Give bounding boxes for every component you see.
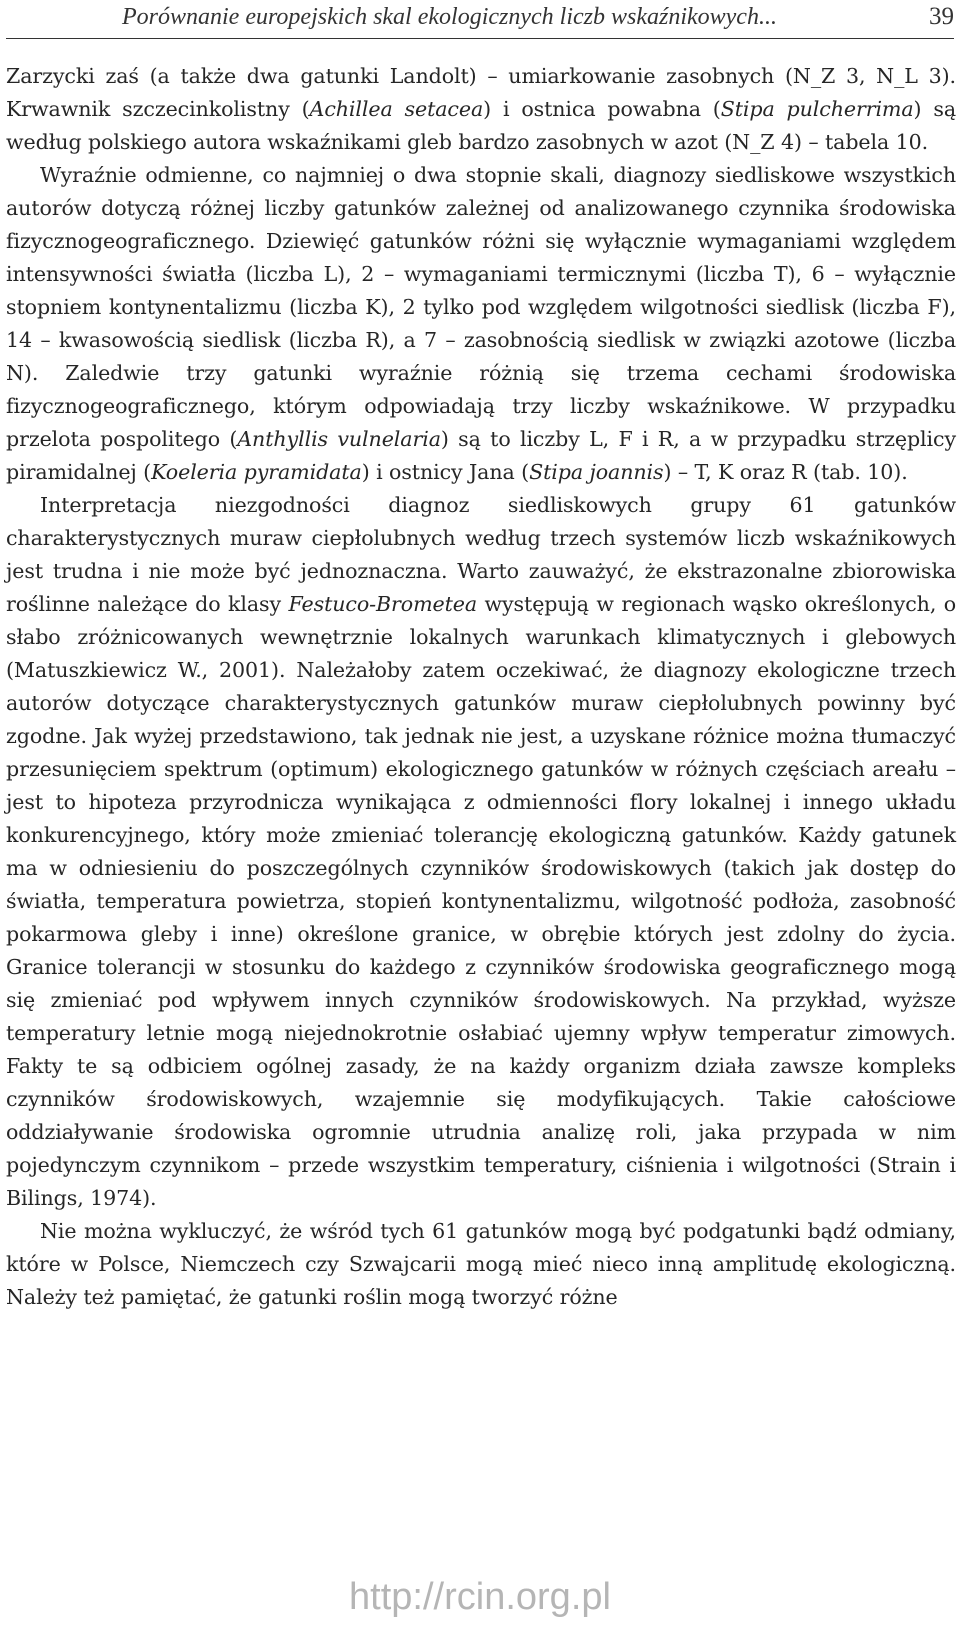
paragraph-4 [6, 1215, 956, 1314]
text-run: ) i ostnicy Jana ( [361, 460, 530, 484]
text-run: ) – T, K oraz R (tab. 10). [663, 460, 908, 484]
text-run: ) są to liczby L, F i R, a w przypadku strzęplicy piramidalnej ( [6, 427, 956, 484]
text-run: Wyraźnie odmienne, co najmniej o dwa stopnie skali, diagnozy siedliskowe wszystkich autorów dotyczą różnej liczby gatunków zależnej od analizowanego czynnika środowiska fizycznogeograficznego. Dziewięć gatunków różni się wyłącznie wymaganiami względem intensywności światła (liczba L), 2 – wymaganiami termicznymi (liczba T), 6 – wyłącznie stopniem kontynentalizmu (liczba K), 2 tylko pod względem wilgotności siedlisk (liczba F), 14 – kwasowością siedlisk (liczba R), a 7 – zasobnością siedlisk w związki azotowe (liczba N). Zaledwie trzy gatunki wyraźnie różnią się trzema cechami środowiska fizycznogeograficznego, którym odpowiadają trzy liczby wskaźnikowe. W przypadku przelota pospolitego ( [6, 163, 956, 451]
latin-name-italic: Koeleria pyramidata [151, 460, 362, 484]
body-text [6, 60, 956, 1314]
latin-name-italic: Stipa pulcherrima [720, 97, 914, 121]
text-run: Zarzycki zaś (a także dwa gatunki Landolt) – umiarkowanie zasobnych (N_Z 3, N_L 3). Krwawnik szczecinkolistny ( [6, 64, 956, 121]
text-run: Nie można wykluczyć, że wśród tych 61 gatunków mogą być podgatunki bądź odmiany, które w Polsce, Niemczech czy Szwajcarii mogą mieć nieco inną amplitudę ekologiczną. Należy też pamiętać, że gatunki roślin mogą tworzyć różne [6, 1219, 956, 1309]
running-header [6, 2, 954, 39]
text-run: ) są według polskiego autora wskaźnikami gleb bardzo zasobnych w azot (N_Z 4) – tabela 10. [6, 97, 957, 154]
latin-name-italic: Anthyllis vulnelaria [237, 427, 441, 451]
latin-name-italic: Achillea setacea [309, 97, 484, 121]
text-run: Interpretacja niezgodności diagnoz siedliskowych grupy 61 gatunków charakterystycznych muraw ciepłolubnych według trzech systemów liczb wskaźnikowych jest trudna i nie może być jednoznaczna. Warto zauważyć, że ekstrazonalne zbiorowiska roślinne należące do klasy [6, 493, 956, 616]
latin-name-italic: Festuco-Brometea [288, 592, 478, 616]
text-run: ) i ostnica powabna ( [483, 97, 721, 121]
paragraph-3 [6, 489, 956, 1215]
page-number: 39 [929, 3, 954, 30]
source-url-watermark: http://rcin.org.pl [349, 1576, 611, 1618]
paragraph-2 [6, 159, 956, 489]
running-header-title: Porównanie europejskich skal ekologicznych liczb wskaźnikowych... [122, 4, 777, 30]
paragraph-1 [6, 60, 956, 159]
latin-name-italic: Stipa joannis [529, 460, 664, 484]
text-run: występują w regionach wąsko określonych, o słabo zróżnicowanych wewnętrznie lokalnych warunkach klimatycznych i glebowych (Matuszkiewicz W., 2001). Należałoby zatem oczekiwać, że diagnozy ekologiczne trzech autorów dotyczące charakterystycznych gatunków muraw ciepłolubnych powinny być zgodne. Jak wyżej przedstawiono, tak jednak nie jest, a uzyskane różnice można tłumaczyć przesunięciem spektrum (optimum) ekologicznego gatunków w różnych częściach areału – jest to hipoteza przyrodnicza wynikająca z odmienności flory lokalnej i innego układu konkurencyjnego, który może zmieniać tolerancję ekologiczną gatunków. Każdy gatunek ma w odniesieniu do poszczególnych czynników środowiskowych (takich jak dostęp do światła, temperatura powietrza, stopień kontynentalizmu, wilgotność podłoża, zasobność pokarmowa gleby i inne) określone granice, w obrębie których jest zdolny do życia. Granice tolerancji w stosunku do każdego z czynników środowiska geograficznego mogą się zmieniać pod wpływem innych czynników środowiskowych. Na przykład, wyższe temperatury letnie mogą niejednokrotnie osłabiać ujemny wpływ temperatur zimowych. Fakty te są odbiciem ogólnej zasady, że na każdy organizm działa zawsze kompleks czynników środowiskowych, wzajemnie się modyfikujących. Takie całościowe oddziaływanie środowiska ogromnie utrudnia analizę roli, jaka przypada w nim pojedynczym czynnikom – przede wszystkim temperatury, ciśnienia i wilgotności (Strain i Bilings, 1974). [6, 592, 956, 1210]
